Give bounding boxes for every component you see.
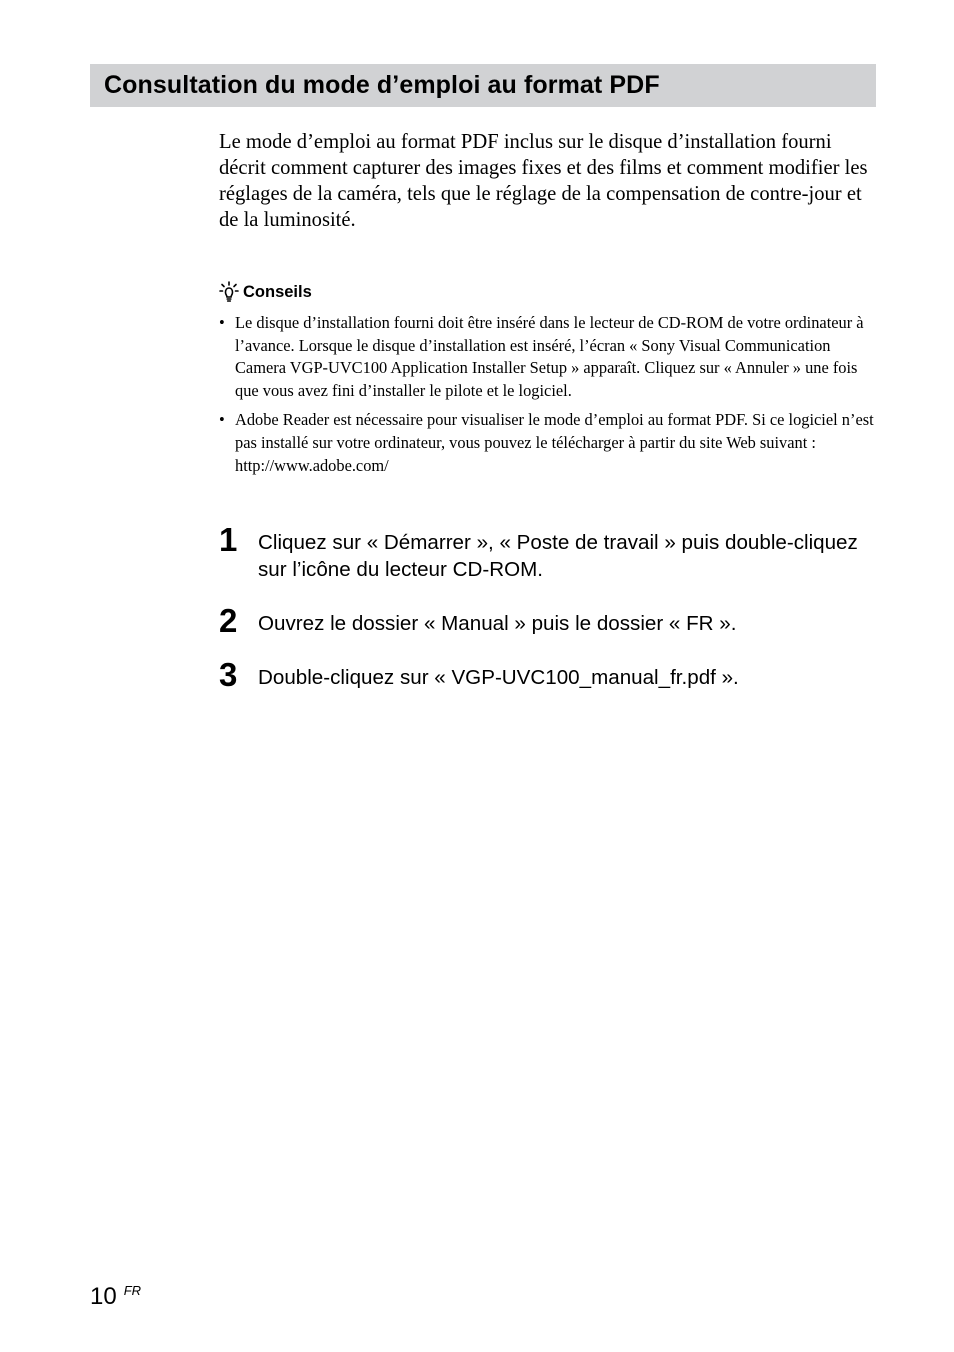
- section-header-bar: [90, 64, 876, 107]
- list-item: [219, 312, 879, 402]
- step-number: 3: [219, 656, 238, 693]
- page-language-code: FR: [123, 1283, 142, 1298]
- tips-label: Conseils: [243, 282, 312, 301]
- tips-list: [219, 312, 879, 477]
- step-2: [219, 602, 879, 639]
- section-title: Consultation du mode d’emploi au format PDF: [104, 71, 660, 99]
- intro-paragraph: Le mode d’emploi au format PDF inclus sur le disque d’installation fourni décrit comment capturer des images fixes et des films et comment modifier les réglages de la caméra, tels que le réglage de la compensation de contre-jour et de la luminosité.: [219, 131, 868, 231]
- step-1: [219, 521, 879, 583]
- step-number: 2: [219, 602, 238, 639]
- step-number: 1: [219, 521, 238, 558]
- bullet: •: [219, 410, 225, 430]
- step-3: [219, 656, 879, 693]
- steps-list: [219, 522, 879, 691]
- list-item: [219, 409, 879, 477]
- tips-heading: [219, 280, 879, 304]
- tips-block: [219, 280, 879, 484]
- page-footer: [90, 1282, 141, 1312]
- page-number: 10: [90, 1283, 117, 1310]
- lightbulb-icon: [219, 281, 239, 303]
- tip-text: Adobe Reader est nécessaire pour visualiser le mode d’emploi au format PDF. Si ce logiciel n’est pas installé sur votre ordinateur, vous pouvez le télécharger à partir du site Web suivant :: [235, 410, 874, 452]
- step-text: Cliquez sur « Démarrer », « Poste de travail » puis double-cliquez sur l’icône du lecteur CD-ROM.: [258, 531, 858, 581]
- step-text: Double-cliquez sur « VGP-UVC100_manual_fr.pdf ».: [258, 666, 739, 689]
- tip-text: Le disque d’installation fourni doit être inséré dans le lecteur de CD-ROM de votre ordinateur à l’avance. Lorsque le disque d’installation est inséré, l’écran « Sony Visual Communication Camera VGP-UVC100 Application Installer Setup » apparaît. Cliquez sur « Annuler » une fois que vous avez fini d’installer le pilote et le logiciel.: [235, 313, 864, 400]
- adobe-url-link[interactable]: http://www.adobe.com/: [235, 455, 389, 475]
- step-text: Ouvrez le dossier « Manual » puis le dossier « FR ».: [258, 612, 737, 635]
- bullet: •: [219, 313, 225, 332]
